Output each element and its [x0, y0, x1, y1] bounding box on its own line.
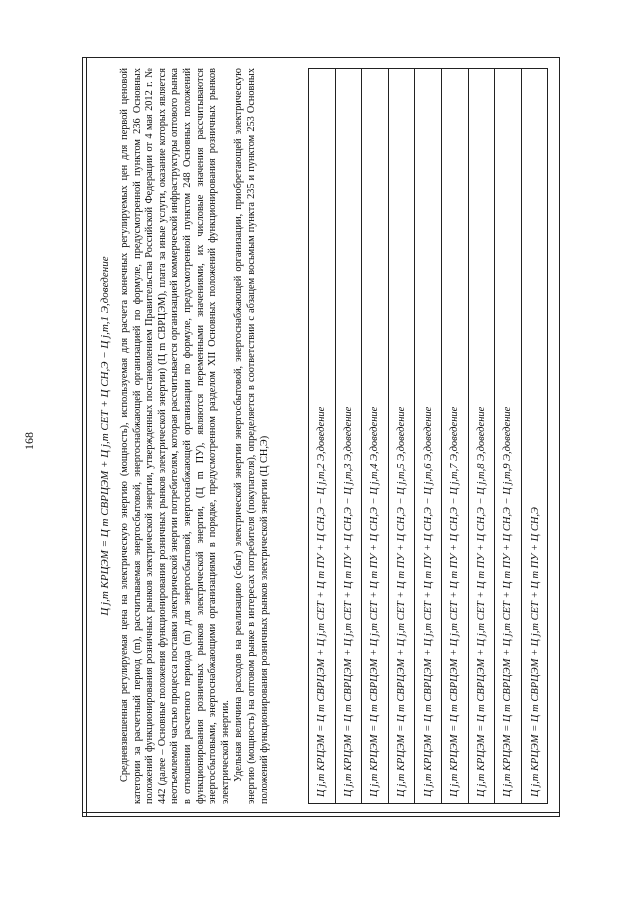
frame-inner-border-top — [86, 58, 87, 816]
paragraph-1: Средневзвешенная регулируемая цена на электрическую энергию (мощность), используемая для расчета конечных регулируемых цен для первой ценовой категории за расчетный период (m), рассчитываемая энергосбытовой, энергоснабжающей организацией по формуле, предусмотренной пунктом 236 Основных положений функционирования розничных рынков электрической энергии, утвержденных постановлением Правительства Российской Федерации от 4 мая 2012 г. № 442 (далее – Основные положения функционирования розничных рынков электрической энергии) (Ц m СВРЦЭМ), плата за иные услуги, оказание которых является неотъемлемой частью процесса поставки электрической энергии потребителям, которая рассчитывается организацией коммерческой инфраструктуры оптового рынка в отношении расчетного периода (m) для энергосбытовой, энергоснабжающей организации по формуле, предусмотренной пунктом 248 Основных положений функционирования розничных рынков электрической энергии, (Ц m ПУ), являются переменными значениями, их числовые значения рассчитываются энергосбытовыми, энергоснабжающими организациями в порядке, предусмотренном разделом XII Основных положений функционирования розничных рынков электрической энергии. — [119, 68, 231, 804]
paragraph-2: Удельная величина расходов на реализацию (сбыт) электрической энергии энергосбытовой, энергоснабжающей организации, приобретающей электрическую энергию (мощность) на оптовом рынке в интересах потребителя (покупателя), определяется в соответствии с абзацем восьмым пункта 235 и пунктом 253 Основных положений функционирования розничных рынков электрической энергии (Ц СН,Э) — [233, 68, 270, 804]
formula-row: Ц j,m КРЦЭМ = Ц m СВРЦЭМ + Ц j,m СЕТ + Ц m ПУ + Ц СН,Э — [529, 507, 541, 797]
frame-inner-border-left — [83, 812, 559, 813]
main-formula: Ц j,m КРЦЭМ = Ц m СВРЦЭМ + Ц j,m СЕТ + Ц СН,Э − Ц j,m,1 Э,доведение — [99, 256, 111, 616]
formula-row: Ц j,m КРЦЭМ = Ц m СВРЦЭМ + Ц j,m СЕТ + Ц m ПУ + Ц СН,Э − Ц j,m,6 Э,доведение — [415, 69, 442, 803]
formula-row: Ц j,m КРЦЭМ = Ц m СВРЦЭМ + Ц j,m СЕТ + Ц m ПУ + Ц СН,Э − Ц j,m,5 Э,доведение — [389, 69, 416, 803]
formula-row: Ц j,m КРЦЭМ = Ц m СВРЦЭМ + Ц j,m СЕТ + Ц m ПУ + Ц СН,Э − Ц j,m,3 Э,доведение — [336, 69, 363, 803]
formula-row: Ц j,m КРЦЭМ = Ц m СВРЦЭМ + Ц j,m СЕТ + Ц m ПУ + Ц СН,Э − Ц j,m,4 Э,доведение — [362, 69, 389, 803]
formula-row: Ц j,m КРЦЭМ = Ц m СВРЦЭМ + Ц j,m СЕТ + Ц m ПУ + Ц СН,Э − Ц j,m,7 Э,доведение — [442, 69, 469, 803]
formula-row: Ц j,m КРЦЭМ = Ц m СВРЦЭМ + Ц j,m СЕТ + Ц m ПУ + Ц СН,Э − Ц j,m,9 Э,доведение — [495, 69, 522, 803]
page-number: 168 — [22, 432, 36, 450]
text-block — [93, 68, 271, 804]
formula-row: Ц j,m КРЦЭМ = Ц m СВРЦЭМ + Ц j,m СЕТ + Ц m ПУ + Ц СН,Э − Ц j,m,2 Э,доведение — [309, 69, 336, 803]
document-table-frame — [82, 57, 560, 817]
formula-table — [308, 68, 548, 804]
formula-row: Ц j,m КРЦЭМ = Ц m СВРЦЭМ + Ц j,m СЕТ + Ц m ПУ + Ц СН,Э − Ц j,m,8 Э,доведение — [469, 69, 496, 803]
